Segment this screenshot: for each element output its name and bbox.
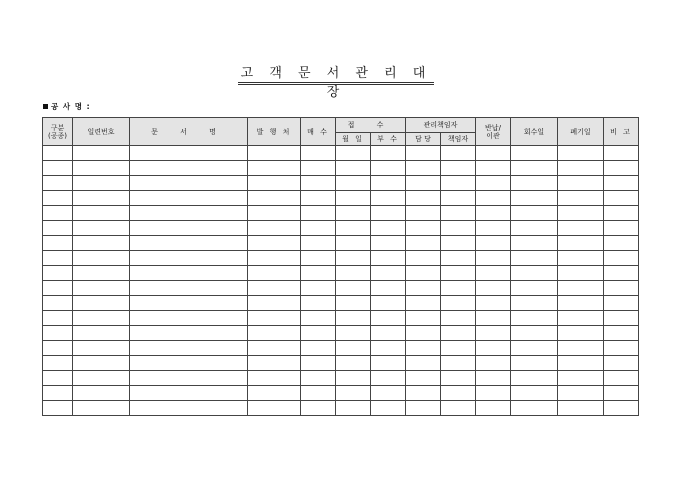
table-row xyxy=(43,281,639,296)
title-underline xyxy=(238,84,434,85)
page-title: 고 객 문 서 관 리 대 장 xyxy=(240,66,432,100)
table-cell[interactable] xyxy=(130,311,248,326)
header-return-transfer-label: 반납/ xyxy=(485,123,501,132)
table-cell[interactable] xyxy=(43,191,73,206)
table-cell[interactable] xyxy=(558,146,604,161)
table-cell[interactable] xyxy=(73,326,130,341)
table-cell[interactable] xyxy=(604,356,639,371)
table-cell[interactable] xyxy=(604,371,639,386)
table-cell[interactable] xyxy=(476,251,511,266)
header-category-label: 구분 xyxy=(50,123,65,132)
table-cell[interactable] xyxy=(248,206,301,221)
table-cell[interactable] xyxy=(336,386,371,401)
table-cell[interactable] xyxy=(604,401,639,416)
table-cell[interactable] xyxy=(558,386,604,401)
table-cell[interactable] xyxy=(73,221,130,236)
table-cell[interactable] xyxy=(476,311,511,326)
header-serial-no: 일련번호 xyxy=(73,118,130,146)
table-cell[interactable] xyxy=(371,386,406,401)
table-cell[interactable] xyxy=(248,341,301,356)
table-cell[interactable] xyxy=(604,386,639,401)
table-cell[interactable] xyxy=(301,341,336,356)
table-cell[interactable] xyxy=(371,236,406,251)
header-receipt-copies: 부 수 xyxy=(371,133,406,146)
table-cell[interactable] xyxy=(130,356,248,371)
table-cell[interactable] xyxy=(604,281,639,296)
table-row xyxy=(43,311,639,326)
table-cell[interactable] xyxy=(476,401,511,416)
table-cell[interactable] xyxy=(406,296,441,311)
table-cell[interactable] xyxy=(604,221,639,236)
table-cell[interactable] xyxy=(73,146,130,161)
table-cell[interactable] xyxy=(336,251,371,266)
table-cell[interactable] xyxy=(301,251,336,266)
table-cell[interactable] xyxy=(406,311,441,326)
title-underline xyxy=(238,82,434,83)
table-cell[interactable] xyxy=(558,356,604,371)
table-cell[interactable] xyxy=(248,176,301,191)
table-cell[interactable] xyxy=(511,311,558,326)
header-doc-name: 문 서 명 xyxy=(130,118,248,146)
table-cell[interactable] xyxy=(441,266,476,281)
table-cell[interactable] xyxy=(476,326,511,341)
table-cell[interactable] xyxy=(476,146,511,161)
table-cell[interactable] xyxy=(73,251,130,266)
table-row xyxy=(43,341,639,356)
table-cell[interactable] xyxy=(476,206,511,221)
table-cell[interactable] xyxy=(301,161,336,176)
table-cell[interactable] xyxy=(130,296,248,311)
table-cell[interactable] xyxy=(511,371,558,386)
table-cell[interactable] xyxy=(511,386,558,401)
table-cell[interactable] xyxy=(406,281,441,296)
table-cell[interactable] xyxy=(130,236,248,251)
header-remarks: 비 고 xyxy=(604,118,639,146)
table-cell[interactable] xyxy=(406,176,441,191)
table-cell[interactable] xyxy=(441,236,476,251)
table-cell[interactable] xyxy=(558,206,604,221)
table-cell[interactable] xyxy=(301,281,336,296)
table-cell[interactable] xyxy=(441,386,476,401)
table-cell[interactable] xyxy=(73,356,130,371)
table-cell[interactable] xyxy=(248,386,301,401)
table-cell[interactable] xyxy=(248,266,301,281)
table-cell[interactable] xyxy=(336,191,371,206)
table-cell[interactable] xyxy=(371,281,406,296)
table-cell[interactable] xyxy=(336,296,371,311)
table-row xyxy=(43,326,639,341)
table-cell[interactable] xyxy=(43,281,73,296)
table-cell[interactable] xyxy=(248,401,301,416)
table-row xyxy=(43,191,639,206)
table-cell[interactable] xyxy=(336,371,371,386)
table-cell[interactable] xyxy=(406,236,441,251)
table-cell[interactable] xyxy=(406,386,441,401)
table-cell[interactable] xyxy=(301,386,336,401)
header-recovery-date: 회수일 xyxy=(511,118,558,146)
table-cell[interactable] xyxy=(336,176,371,191)
table-cell[interactable] xyxy=(336,281,371,296)
table-cell[interactable] xyxy=(604,296,639,311)
table-cell[interactable] xyxy=(43,206,73,221)
table-cell[interactable] xyxy=(301,326,336,341)
table-cell[interactable] xyxy=(43,311,73,326)
table-cell[interactable] xyxy=(441,176,476,191)
table-cell[interactable] xyxy=(406,221,441,236)
table-cell[interactable] xyxy=(604,146,639,161)
table-cell[interactable] xyxy=(336,266,371,281)
table-cell[interactable] xyxy=(301,221,336,236)
header-manager-in-charge: 담 당 xyxy=(406,133,441,146)
header-return-transfer xyxy=(476,118,511,146)
table-cell[interactable] xyxy=(441,221,476,236)
table-cell[interactable] xyxy=(43,386,73,401)
table-cell[interactable] xyxy=(558,371,604,386)
table-cell[interactable] xyxy=(336,221,371,236)
table-cell[interactable] xyxy=(336,206,371,221)
table-row xyxy=(43,206,639,221)
table-cell[interactable] xyxy=(511,326,558,341)
table-cell[interactable] xyxy=(301,191,336,206)
table-cell[interactable] xyxy=(511,266,558,281)
table-row xyxy=(43,386,639,401)
table-cell[interactable] xyxy=(511,161,558,176)
table-cell[interactable] xyxy=(130,206,248,221)
table-cell[interactable] xyxy=(406,146,441,161)
table-cell[interactable] xyxy=(558,191,604,206)
table-cell[interactable] xyxy=(43,176,73,191)
table-cell[interactable] xyxy=(406,326,441,341)
table-cell[interactable] xyxy=(441,371,476,386)
table-cell[interactable] xyxy=(43,221,73,236)
company-label: 공 사 명 : xyxy=(51,102,91,111)
table-cell[interactable] xyxy=(336,326,371,341)
table-cell[interactable] xyxy=(248,221,301,236)
table-cell[interactable] xyxy=(43,401,73,416)
table-cell[interactable] xyxy=(371,221,406,236)
table-cell[interactable] xyxy=(73,161,130,176)
table-cell[interactable] xyxy=(248,311,301,326)
table-row xyxy=(43,251,639,266)
table-cell[interactable] xyxy=(604,161,639,176)
table-cell[interactable] xyxy=(371,161,406,176)
table-cell[interactable] xyxy=(558,221,604,236)
table-cell[interactable] xyxy=(130,251,248,266)
table-cell[interactable] xyxy=(130,191,248,206)
table-cell[interactable] xyxy=(371,191,406,206)
table-cell[interactable] xyxy=(476,281,511,296)
table-cell[interactable] xyxy=(441,281,476,296)
table-cell[interactable] xyxy=(336,236,371,251)
table-cell[interactable] xyxy=(558,326,604,341)
table-row xyxy=(43,356,639,371)
table-cell[interactable] xyxy=(476,296,511,311)
table-cell[interactable] xyxy=(43,341,73,356)
table-cell[interactable] xyxy=(604,326,639,341)
table-cell[interactable] xyxy=(73,191,130,206)
table-cell[interactable] xyxy=(441,356,476,371)
table-cell[interactable] xyxy=(441,326,476,341)
table-cell[interactable] xyxy=(441,311,476,326)
table-cell[interactable] xyxy=(604,176,639,191)
table-cell[interactable] xyxy=(558,251,604,266)
table-cell[interactable] xyxy=(604,236,639,251)
table-row xyxy=(43,221,639,236)
table-cell[interactable] xyxy=(73,176,130,191)
table-cell[interactable] xyxy=(476,191,511,206)
table-cell[interactable] xyxy=(371,311,406,326)
table-cell[interactable] xyxy=(130,176,248,191)
header-issuer: 발 행 처 xyxy=(248,118,301,146)
table-cell[interactable] xyxy=(43,266,73,281)
table-cell[interactable] xyxy=(476,161,511,176)
table-cell[interactable] xyxy=(558,176,604,191)
header-manager: 관리책임자 xyxy=(406,118,476,133)
table-cell[interactable] xyxy=(130,281,248,296)
table-cell[interactable] xyxy=(371,206,406,221)
table-cell[interactable] xyxy=(248,191,301,206)
table-cell[interactable] xyxy=(130,161,248,176)
table-cell[interactable] xyxy=(248,281,301,296)
table-cell[interactable] xyxy=(336,341,371,356)
table-cell[interactable] xyxy=(406,266,441,281)
table-cell[interactable] xyxy=(476,236,511,251)
table-cell[interactable] xyxy=(336,356,371,371)
table-cell[interactable] xyxy=(43,296,73,311)
table-cell[interactable] xyxy=(406,401,441,416)
table-cell[interactable] xyxy=(301,176,336,191)
table-cell[interactable] xyxy=(441,341,476,356)
table-cell[interactable] xyxy=(511,236,558,251)
table-cell[interactable] xyxy=(301,296,336,311)
table-cell[interactable] xyxy=(301,146,336,161)
table-cell[interactable] xyxy=(558,236,604,251)
table-cell[interactable] xyxy=(511,206,558,221)
table-cell[interactable] xyxy=(73,266,130,281)
table-cell[interactable] xyxy=(441,161,476,176)
table-cell[interactable] xyxy=(130,371,248,386)
table-cell[interactable] xyxy=(130,266,248,281)
table-cell[interactable] xyxy=(130,386,248,401)
table-cell[interactable] xyxy=(301,311,336,326)
table-cell[interactable] xyxy=(476,221,511,236)
table-cell[interactable] xyxy=(476,386,511,401)
ledger-body xyxy=(43,146,639,416)
table-cell[interactable] xyxy=(43,251,73,266)
table-row xyxy=(43,371,639,386)
table-cell[interactable] xyxy=(371,251,406,266)
table-cell[interactable] xyxy=(336,401,371,416)
table-cell[interactable] xyxy=(511,356,558,371)
table-cell[interactable] xyxy=(511,401,558,416)
table-row xyxy=(43,161,639,176)
table-cell[interactable] xyxy=(130,146,248,161)
table-cell[interactable] xyxy=(406,251,441,266)
table-cell[interactable] xyxy=(511,281,558,296)
table-cell[interactable] xyxy=(73,296,130,311)
table-cell[interactable] xyxy=(371,341,406,356)
table-cell[interactable] xyxy=(371,176,406,191)
table-row xyxy=(43,296,639,311)
table-cell[interactable] xyxy=(248,371,301,386)
table-cell[interactable] xyxy=(558,281,604,296)
table-cell[interactable] xyxy=(43,146,73,161)
table-cell[interactable] xyxy=(511,221,558,236)
table-cell[interactable] xyxy=(406,206,441,221)
table-cell[interactable] xyxy=(73,386,130,401)
table-row xyxy=(43,176,639,191)
table-cell[interactable] xyxy=(248,236,301,251)
table-cell[interactable] xyxy=(248,161,301,176)
table-cell[interactable] xyxy=(130,341,248,356)
table-cell[interactable] xyxy=(43,356,73,371)
table-cell[interactable] xyxy=(43,326,73,341)
table-cell[interactable] xyxy=(511,341,558,356)
square-bullet-icon xyxy=(43,104,48,109)
table-cell[interactable] xyxy=(73,341,130,356)
table-cell[interactable] xyxy=(406,356,441,371)
table-cell[interactable] xyxy=(476,266,511,281)
table-cell[interactable] xyxy=(476,341,511,356)
table-cell[interactable] xyxy=(511,176,558,191)
table-cell[interactable] xyxy=(441,251,476,266)
table-cell[interactable] xyxy=(604,251,639,266)
header-category xyxy=(43,118,73,146)
table-cell[interactable] xyxy=(130,326,248,341)
table-cell[interactable] xyxy=(248,251,301,266)
table-cell[interactable] xyxy=(73,311,130,326)
table-cell[interactable] xyxy=(441,146,476,161)
table-cell[interactable] xyxy=(73,281,130,296)
table-row xyxy=(43,266,639,281)
table-cell[interactable] xyxy=(301,236,336,251)
table-cell[interactable] xyxy=(558,296,604,311)
table-cell[interactable] xyxy=(73,206,130,221)
table-cell[interactable] xyxy=(604,206,639,221)
table-cell[interactable] xyxy=(604,266,639,281)
table-row xyxy=(43,401,639,416)
table-cell[interactable] xyxy=(371,266,406,281)
table-cell[interactable] xyxy=(371,326,406,341)
table-cell[interactable] xyxy=(558,311,604,326)
table-cell[interactable] xyxy=(301,206,336,221)
table-cell[interactable] xyxy=(604,191,639,206)
table-cell[interactable] xyxy=(336,161,371,176)
table-row xyxy=(43,146,639,161)
table-cell[interactable] xyxy=(476,356,511,371)
table-cell[interactable] xyxy=(371,356,406,371)
table-cell[interactable] xyxy=(301,371,336,386)
table-cell[interactable] xyxy=(43,161,73,176)
table-cell[interactable] xyxy=(301,266,336,281)
table-cell[interactable] xyxy=(371,146,406,161)
table-row xyxy=(43,236,639,251)
company-field xyxy=(43,101,91,112)
table-cell[interactable] xyxy=(336,311,371,326)
header-disposal-date: 폐기일 xyxy=(558,118,604,146)
table-cell[interactable] xyxy=(248,296,301,311)
header-return-transfer-sub: 이관 xyxy=(486,131,500,140)
table-cell[interactable] xyxy=(248,146,301,161)
table-cell[interactable] xyxy=(558,161,604,176)
header-sheets: 매 수 xyxy=(301,118,336,146)
table-cell[interactable] xyxy=(406,371,441,386)
table-cell[interactable] xyxy=(441,401,476,416)
table-cell[interactable] xyxy=(511,251,558,266)
table-cell[interactable] xyxy=(130,401,248,416)
table-cell[interactable] xyxy=(558,266,604,281)
table-cell[interactable] xyxy=(406,341,441,356)
header-receipt: 접 수 xyxy=(336,118,406,133)
header-receipt-month-day: 월 일 xyxy=(336,133,371,146)
table-cell[interactable] xyxy=(441,191,476,206)
table-cell[interactable] xyxy=(558,401,604,416)
table-cell[interactable] xyxy=(511,191,558,206)
table-cell[interactable] xyxy=(511,146,558,161)
table-cell[interactable] xyxy=(604,311,639,326)
table-cell[interactable] xyxy=(73,236,130,251)
table-cell[interactable] xyxy=(301,401,336,416)
table-cell[interactable] xyxy=(248,326,301,341)
table-cell[interactable] xyxy=(441,296,476,311)
header-category-sub: (공종) xyxy=(48,131,67,140)
table-cell[interactable] xyxy=(604,341,639,356)
table-cell[interactable] xyxy=(441,206,476,221)
table-cell[interactable] xyxy=(371,296,406,311)
table-cell[interactable] xyxy=(558,341,604,356)
table-cell[interactable] xyxy=(130,221,248,236)
table-cell[interactable] xyxy=(476,176,511,191)
table-cell[interactable] xyxy=(371,371,406,386)
table-cell[interactable] xyxy=(43,371,73,386)
table-cell[interactable] xyxy=(301,356,336,371)
table-cell[interactable] xyxy=(336,146,371,161)
table-cell[interactable] xyxy=(406,191,441,206)
table-cell[interactable] xyxy=(371,401,406,416)
header-manager-responsible: 책임자 xyxy=(441,133,476,146)
table-cell[interactable] xyxy=(406,161,441,176)
table-cell[interactable] xyxy=(73,371,130,386)
table-cell[interactable] xyxy=(511,296,558,311)
table-cell[interactable] xyxy=(248,356,301,371)
table-cell[interactable] xyxy=(476,371,511,386)
table-cell[interactable] xyxy=(43,236,73,251)
document-ledger-table xyxy=(42,117,639,416)
table-cell[interactable] xyxy=(73,401,130,416)
